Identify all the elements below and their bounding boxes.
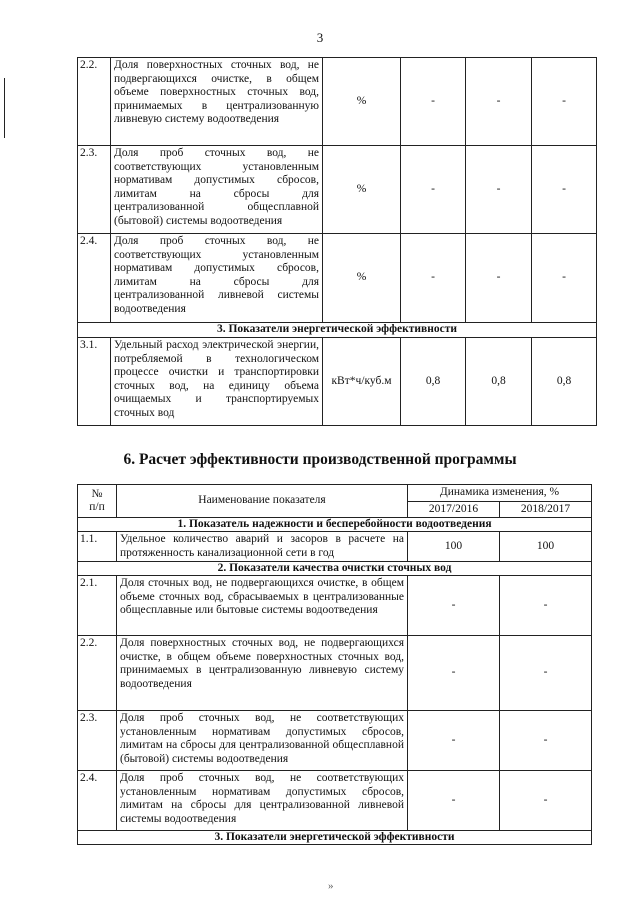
value-cell: - (500, 636, 592, 711)
indicator-name: Удельное количество аварий и засоров в расчете на протяженность канализационной сети в год (117, 532, 408, 562)
page-number: 3 (316, 30, 324, 45)
value-cell: - (532, 234, 597, 323)
year-column-header: 2018/2017 (500, 501, 592, 518)
table-row (78, 146, 597, 234)
value-cell: - (532, 146, 597, 234)
indicator-name: Доля сточных вод, не подвергающихся очистке, в общем объеме сточных вод, сбрасываемых в централизованные общесплавные или бытовые системы водоотведения (117, 576, 408, 636)
value-cell: 0,8 (401, 338, 466, 426)
value-cell: - (401, 58, 466, 146)
table-row (78, 711, 592, 771)
row-number: 1.1. (78, 532, 117, 562)
row-number: 3.1. (78, 338, 111, 426)
indicator-name: Доля проб сточных вод, не соответствующих установленным нормативам допустимых сбросов, лимитам на сбросы для централизованной общесплавной (бытовой) системы водоотведения (111, 146, 323, 234)
value-cell: - (466, 58, 532, 146)
number-header-line1: № (91, 487, 103, 500)
section-row (78, 562, 592, 576)
row-number: 2.4. (78, 234, 111, 323)
unit-cell: % (323, 58, 401, 146)
section-row (78, 518, 592, 532)
footer-mark: » (328, 880, 334, 892)
section-title: 3. Показатели энергетической эффективности (78, 323, 597, 338)
indicator-name: Доля поверхностных сточных вод, не подвергающихся очистке, в общем объеме поверхностных сточных вод, принимаемых в централизованную ливневую систему водоотведения (117, 636, 408, 711)
section-row (78, 831, 592, 845)
indicator-name: Удельный расход электрической энергии, потребляемой в технологическом процессе очистки и транспортировки сточных вод, на единицу объема очищаемых и транспортируемых сточных вод (111, 338, 323, 426)
value-cell: 0,8 (466, 338, 532, 426)
value-cell: - (408, 576, 500, 636)
value-cell: - (408, 771, 500, 831)
indicator-name: Доля проб сточных вод, не соответствующих установленным нормативам допустимых сбросов, лимитам на сбросы для централизованной ливневой системы водоотведения (111, 234, 323, 323)
table-row (78, 576, 592, 636)
value-cell: 100 (408, 532, 500, 562)
value-cell: - (408, 711, 500, 771)
scan-edge-mark (4, 78, 5, 138)
year-column-header: 2017/2016 (408, 501, 500, 518)
row-number: 2.2. (78, 636, 117, 711)
value-cell: - (466, 146, 532, 234)
value-cell: - (500, 711, 592, 771)
indicators-table-continued (77, 57, 597, 426)
table-row (78, 532, 592, 562)
row-number: 2.4. (78, 771, 117, 831)
header-row (78, 485, 592, 502)
section-heading: 6. Расчет эффективности производственной программы (123, 451, 517, 468)
indicator-name: Доля проб сточных вод, не соответствующих установленным нормативам допустимых сбросов, лимитам на сбросы для централизованной общесплавной (бытовой) системы водоотведения (117, 711, 408, 771)
number-header-line2: п/п (89, 501, 105, 513)
value-cell: 100 (500, 532, 592, 562)
table-row (78, 58, 597, 146)
indicator-name: Доля поверхностных сточных вод, не подвергающихся очистке, в общем объеме поверхностных сточных вод, принимаемых в централизованную ливневую систему водоотведения (111, 58, 323, 146)
section-title: 3. Показатели энергетической эффективности (78, 831, 592, 845)
indicator-name: Доля проб сточных вод, не соответствующих установленным нормативам допустимых сбросов, лимитам на сбросы для централизованной ливневой системы водоотведения (117, 771, 408, 831)
name-column-header: Наименование показателя (117, 485, 408, 518)
section-title: 2. Показатели качества очистки сточных вод (78, 562, 592, 576)
value-cell: - (401, 146, 466, 234)
table-row (78, 771, 592, 831)
section-row (78, 323, 597, 338)
value-cell: - (401, 234, 466, 323)
unit-cell: % (323, 234, 401, 323)
table-row (78, 338, 597, 426)
row-number: 2.2. (78, 58, 111, 146)
value-cell: - (466, 234, 532, 323)
unit-cell: % (323, 146, 401, 234)
unit-cell: кВт*ч/куб.м (323, 338, 401, 426)
value-cell: - (500, 576, 592, 636)
dynamics-header: Динамика изменения, % (408, 485, 592, 502)
row-number: 2.3. (78, 711, 117, 771)
section-title: 1. Показатель надежности и бесперебойности водоотведения (78, 518, 592, 532)
row-number: 2.1. (78, 576, 117, 636)
number-column-header (78, 485, 117, 518)
efficiency-table (77, 484, 592, 845)
value-cell: - (408, 636, 500, 711)
value-cell: - (532, 58, 597, 146)
table-row (78, 234, 597, 323)
value-cell: - (500, 771, 592, 831)
table-row (78, 636, 592, 711)
value-cell: 0,8 (532, 338, 597, 426)
row-number: 2.3. (78, 146, 111, 234)
